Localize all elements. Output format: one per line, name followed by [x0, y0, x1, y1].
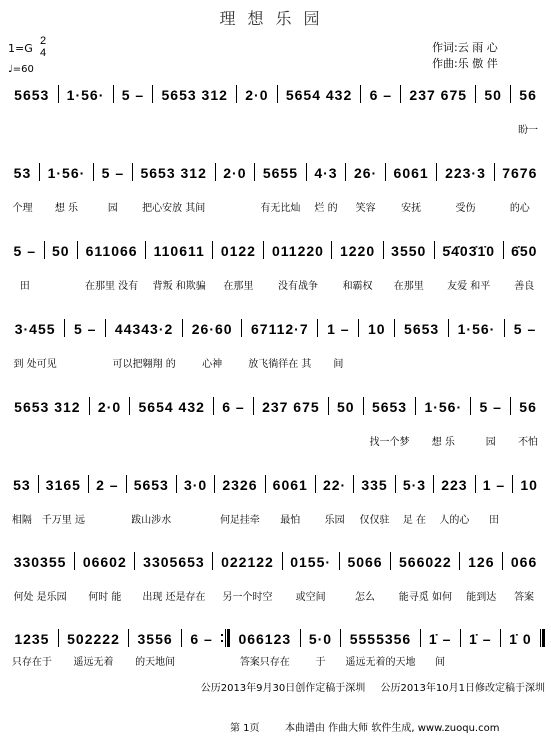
- measure-lyric: 田: [488, 515, 499, 526]
- measure-notes: 5653: [14, 87, 50, 103]
- measure-notes: 3305653: [143, 554, 205, 570]
- measure-notes: 44343·2: [114, 321, 174, 337]
- measure: [461, 629, 500, 648]
- measure-lyric: 安抚: [401, 203, 422, 214]
- measure-notes: 6 –: [369, 87, 393, 103]
- measure: [6, 241, 44, 292]
- measure-notes: 566022: [399, 554, 452, 570]
- measure: [316, 475, 353, 526]
- measure: [6, 397, 89, 416]
- software-credit: 本曲谱由 作曲大师 软件生成, www.zuoqu.com: [285, 723, 500, 734]
- measure-lyric: 的天地间: [135, 657, 176, 668]
- date-revised: 公历2013年10月1日修改定稿于深圳: [380, 683, 545, 694]
- measure: [6, 163, 39, 214]
- measure-lyric: 人的心: [439, 515, 470, 526]
- measure-notes: 5 –: [73, 321, 97, 337]
- measure: [129, 629, 181, 668]
- measure: [90, 397, 130, 416]
- measure-notes: 335: [361, 477, 388, 493]
- measure-lyric: 只存在于: [11, 657, 52, 668]
- composer: 作曲:乐 傲 伴: [432, 57, 498, 70]
- measure-notes: 1·56·: [47, 165, 86, 181]
- measure: [354, 475, 395, 526]
- measure-notes: 1̇ –: [469, 631, 492, 647]
- measure-lyric: 在那里 没有: [85, 281, 139, 292]
- measure-lyric: 想 乐: [54, 203, 79, 214]
- measure-notes: 1·56·: [66, 87, 105, 103]
- measure-notes: 7676: [502, 165, 538, 181]
- measure: [364, 397, 416, 448]
- measure: [278, 85, 361, 104]
- measure-lyric: 何时 能: [88, 592, 122, 603]
- measure: [177, 475, 214, 494]
- measure-notes: 011220: [272, 243, 324, 259]
- measure-notes: 0122: [220, 243, 256, 259]
- measure: [416, 397, 470, 448]
- measure-notes: 2326: [222, 477, 258, 493]
- measure-lyric: 把心安放 其间: [142, 203, 206, 214]
- score-line: [6, 85, 545, 145]
- measure: [460, 552, 502, 603]
- measure-lyric: 想 乐: [431, 437, 455, 448]
- measure-notes: 5̇4̇03̇1̇0: [442, 243, 496, 259]
- measure-notes: 5654 432: [138, 399, 205, 415]
- measure: [130, 397, 213, 416]
- measure-lyric: 笑容: [355, 203, 376, 214]
- measure-notes: 2·0: [97, 399, 122, 415]
- measure: [307, 163, 346, 214]
- measure-notes: 223·3: [445, 165, 486, 181]
- measure: [361, 85, 400, 104]
- key-signature: 1=G: [8, 42, 33, 55]
- score-line: [6, 163, 545, 223]
- measure-lyric: 最怕: [280, 515, 301, 526]
- measure: [39, 475, 88, 526]
- measure: [255, 163, 306, 214]
- measure-lyric: 乐园: [324, 515, 345, 526]
- measure-notes: 3·0: [183, 477, 208, 493]
- measure: [146, 241, 212, 292]
- measure: [396, 475, 433, 526]
- measure: [254, 397, 328, 416]
- measure-notes: 5 –: [13, 243, 36, 259]
- measure-notes: 50: [52, 243, 70, 259]
- measure: [384, 241, 434, 292]
- score-line: [6, 241, 545, 301]
- lyricist: 作词:云 雨 心: [432, 41, 498, 54]
- measure-lyric: 背叛 和欺骗: [152, 281, 206, 292]
- measure: [242, 319, 317, 370]
- measure-lyric: 仅仅驻: [359, 515, 390, 526]
- measure-notes: 6061: [272, 477, 308, 493]
- measure-notes: 1220: [339, 243, 376, 259]
- measure-notes: 2 –: [96, 477, 119, 493]
- measure-lyric: 不怕: [518, 437, 539, 448]
- measure: [511, 397, 545, 448]
- measure: [476, 475, 513, 526]
- measure-notes: 6̇50: [511, 243, 538, 259]
- measure: [386, 163, 437, 214]
- measure: [437, 163, 493, 214]
- measure: [114, 85, 153, 104]
- measure: [504, 241, 545, 292]
- measure: [434, 475, 475, 526]
- measure-notes: 5 –: [121, 87, 145, 103]
- measure-notes: 1̇ –: [428, 631, 452, 647]
- measure-notes: 1·56·: [424, 399, 463, 415]
- measure: [106, 319, 182, 370]
- page-number: 第 1页: [230, 723, 260, 734]
- measure-notes: 502222: [67, 631, 120, 647]
- measure-notes: 3550: [391, 243, 427, 259]
- measure: [449, 319, 504, 338]
- score-line: [6, 397, 545, 457]
- measure-notes: 1·56·: [457, 321, 496, 337]
- measure-lyric: 在那里: [393, 281, 424, 292]
- measure-lyric: 千万里 远: [41, 515, 85, 526]
- time-signature-bottom: 4: [40, 47, 47, 59]
- measure-notes: 5653 312: [140, 165, 207, 181]
- measure: [153, 85, 236, 104]
- measure-notes: 10: [368, 321, 386, 337]
- measure: [401, 85, 475, 104]
- measure-notes: 066123: [238, 631, 292, 647]
- measure-notes: 1̇ 0: [509, 631, 532, 647]
- measure: [6, 85, 58, 104]
- measure-notes: 110611: [153, 243, 205, 259]
- measure: [329, 397, 363, 416]
- measure: [78, 241, 145, 292]
- measure-lyric: 田: [19, 281, 30, 292]
- score-line: [6, 552, 545, 612]
- measure-lyric: 遥远无着: [73, 657, 114, 668]
- tempo-marking: ♩=60: [8, 64, 34, 75]
- measure-notes: 56: [519, 399, 537, 415]
- measure-notes: 3165: [45, 477, 81, 493]
- measure-lyric: 的心: [509, 203, 530, 214]
- measure-notes: 126: [468, 554, 495, 570]
- measure-lyric: 何足挂牵: [219, 515, 260, 526]
- measure-notes: 066: [510, 554, 538, 570]
- measure-lyric: 到 处可见: [13, 359, 57, 370]
- score-line: [6, 475, 545, 535]
- measure-notes: 022122: [221, 554, 274, 570]
- measure-notes: 56: [519, 87, 537, 103]
- measure: [213, 552, 281, 603]
- measure: [318, 319, 358, 370]
- measure: [40, 163, 93, 214]
- song-credits: [432, 40, 498, 72]
- measure-notes: 53: [13, 477, 31, 493]
- measure-notes: 10: [520, 477, 538, 493]
- measure-lyric: 能寻觅 如何: [398, 592, 452, 603]
- measure-notes: 5066: [347, 554, 383, 570]
- measure: [215, 475, 264, 526]
- measure-lyric: 答案只存在: [239, 657, 290, 668]
- measure-notes: 26·: [353, 165, 378, 181]
- measure-notes: 5555356: [349, 631, 412, 647]
- measure: [182, 629, 221, 648]
- measure-lyric: 何处 是乐园: [13, 592, 67, 603]
- measure-lyric: 可以把翱翔 的: [112, 359, 176, 370]
- measure: [395, 319, 448, 338]
- measure-lyric: 善良: [514, 281, 535, 292]
- measure-lyric: 放飞徜徉在 其: [248, 359, 312, 370]
- measure: [513, 475, 545, 494]
- measure: [471, 397, 510, 448]
- measure: [213, 241, 263, 292]
- measure: [283, 552, 339, 603]
- measure-lyric: 遥远无着的天地: [345, 657, 416, 668]
- measure-notes: 5655: [262, 165, 298, 181]
- measure: [421, 629, 460, 668]
- measure: [45, 241, 78, 260]
- measure-notes: 3556: [137, 631, 173, 647]
- measure-lyric: 园: [485, 437, 496, 448]
- measure: [501, 629, 540, 648]
- measure-lyric: 和霸权: [342, 281, 373, 292]
- measure-notes: 6061: [393, 165, 429, 181]
- composition-dates: [201, 679, 545, 694]
- measure-notes: 67112·7: [251, 321, 309, 337]
- measure-notes: 50: [337, 399, 355, 415]
- repeat-end-barline: [221, 629, 230, 647]
- measure-lyric: 心神: [202, 359, 223, 370]
- measure-lyric: 有无比灿: [260, 203, 301, 214]
- measure-lyric: 盼一: [518, 125, 539, 136]
- time-signature-top: 2: [40, 35, 47, 47]
- measure-lyric: 足 在: [402, 515, 427, 526]
- measure-lyric: 怎么: [355, 592, 376, 603]
- measure: [133, 163, 215, 214]
- measure: [332, 241, 382, 292]
- measure: [89, 475, 126, 494]
- measure-lyric: 或空间: [295, 592, 326, 603]
- measure-lyric: 另一个时空: [222, 592, 273, 603]
- measure-lyric: 间: [435, 657, 446, 668]
- measure-lyric: 跋山涉水: [131, 515, 172, 526]
- measure: [59, 85, 113, 104]
- measure-notes: 2·0: [223, 165, 247, 181]
- measure-notes: 53: [13, 165, 32, 181]
- measure-lyric: 个理: [12, 203, 33, 214]
- measure: [340, 552, 391, 603]
- measure-notes: 5653: [404, 321, 440, 337]
- measure: [183, 319, 241, 370]
- measure-lyric: 出现 还是存在: [142, 592, 206, 603]
- measure: [495, 163, 546, 214]
- measure: [94, 163, 132, 214]
- measure-notes: 330355: [13, 554, 67, 570]
- measure-lyric: 于: [315, 657, 326, 668]
- measure-lyric: 能到达: [466, 592, 497, 603]
- measure-notes: 1 –: [327, 321, 350, 337]
- measure-lyric: 没有战争: [277, 281, 318, 292]
- measure-lyric: 找一个梦: [369, 437, 410, 448]
- song-title: 理想乐园: [219, 9, 332, 28]
- measure: [237, 85, 277, 104]
- measure-notes: 5654 432: [285, 87, 353, 103]
- measure: [359, 319, 394, 338]
- measure-notes: 5 –: [101, 165, 125, 181]
- measure: [6, 552, 74, 603]
- measure-notes: 223: [441, 477, 468, 493]
- measure-lyric: 烂 的: [314, 203, 338, 214]
- measure-notes: 237 675: [262, 399, 320, 415]
- measure: [391, 552, 459, 603]
- measure: [230, 629, 299, 668]
- measure: [65, 319, 105, 338]
- measure: [301, 629, 341, 668]
- final-barline: [540, 629, 545, 647]
- measure: [503, 552, 545, 603]
- measure-notes: 4·3: [314, 165, 338, 181]
- measure: [214, 397, 253, 416]
- measure: [264, 241, 331, 292]
- measure: [505, 319, 545, 338]
- measure-notes: 06602: [82, 554, 127, 570]
- measure-notes: 5653: [133, 477, 169, 493]
- measure-lyric: 答案: [514, 592, 535, 603]
- measure: [341, 629, 419, 668]
- measure: [75, 552, 134, 603]
- measure-notes: 5653 312: [14, 399, 81, 415]
- measure: [135, 552, 212, 603]
- measure: [266, 475, 315, 526]
- measure: [216, 163, 255, 182]
- measure: [511, 85, 545, 136]
- measure-notes: 6 –: [222, 399, 245, 415]
- measure-notes: 26·60: [191, 321, 233, 337]
- measure-notes: 5·3: [402, 477, 427, 493]
- measure-notes: 2·0: [245, 87, 269, 103]
- measure-lyric: 园: [107, 203, 118, 214]
- measure-notes: 237 675: [409, 87, 468, 103]
- measure-notes: 3·455: [14, 321, 56, 337]
- score-line: [6, 319, 545, 379]
- measure-notes: 5653: [371, 399, 408, 415]
- measure: [346, 163, 385, 214]
- measure-lyric: 受伤: [455, 203, 476, 214]
- measure-notes: 5 –: [513, 321, 537, 337]
- measure: [435, 241, 503, 292]
- measure-notes: 5653 312: [161, 87, 228, 103]
- measure-notes: 5·0: [308, 631, 333, 647]
- measure-notes: 0155·: [290, 554, 332, 570]
- measure-notes: 5 –: [479, 399, 502, 415]
- time-signature: [40, 35, 46, 59]
- measure-notes: 1235: [14, 631, 50, 647]
- measure-notes: 22·: [322, 477, 347, 493]
- measure-lyric: 间: [333, 359, 344, 370]
- measure-notes: 1 –: [482, 477, 506, 493]
- measure-lyric: 相隔: [11, 515, 32, 526]
- measure: [476, 85, 510, 104]
- measure: [127, 475, 176, 526]
- measure-lyric: 友爱 和平: [447, 281, 491, 292]
- measure-notes: 50: [484, 87, 502, 103]
- date-created: 公历2013年9月30日创作定稿于深圳: [200, 683, 366, 694]
- measure-notes: 611066: [85, 243, 138, 259]
- measure-notes: 6 –: [190, 631, 213, 647]
- measure: [59, 629, 128, 668]
- measure-lyric: 在那里: [223, 281, 254, 292]
- measure: [6, 475, 38, 526]
- measure: [6, 319, 64, 370]
- measure: [6, 629, 58, 668]
